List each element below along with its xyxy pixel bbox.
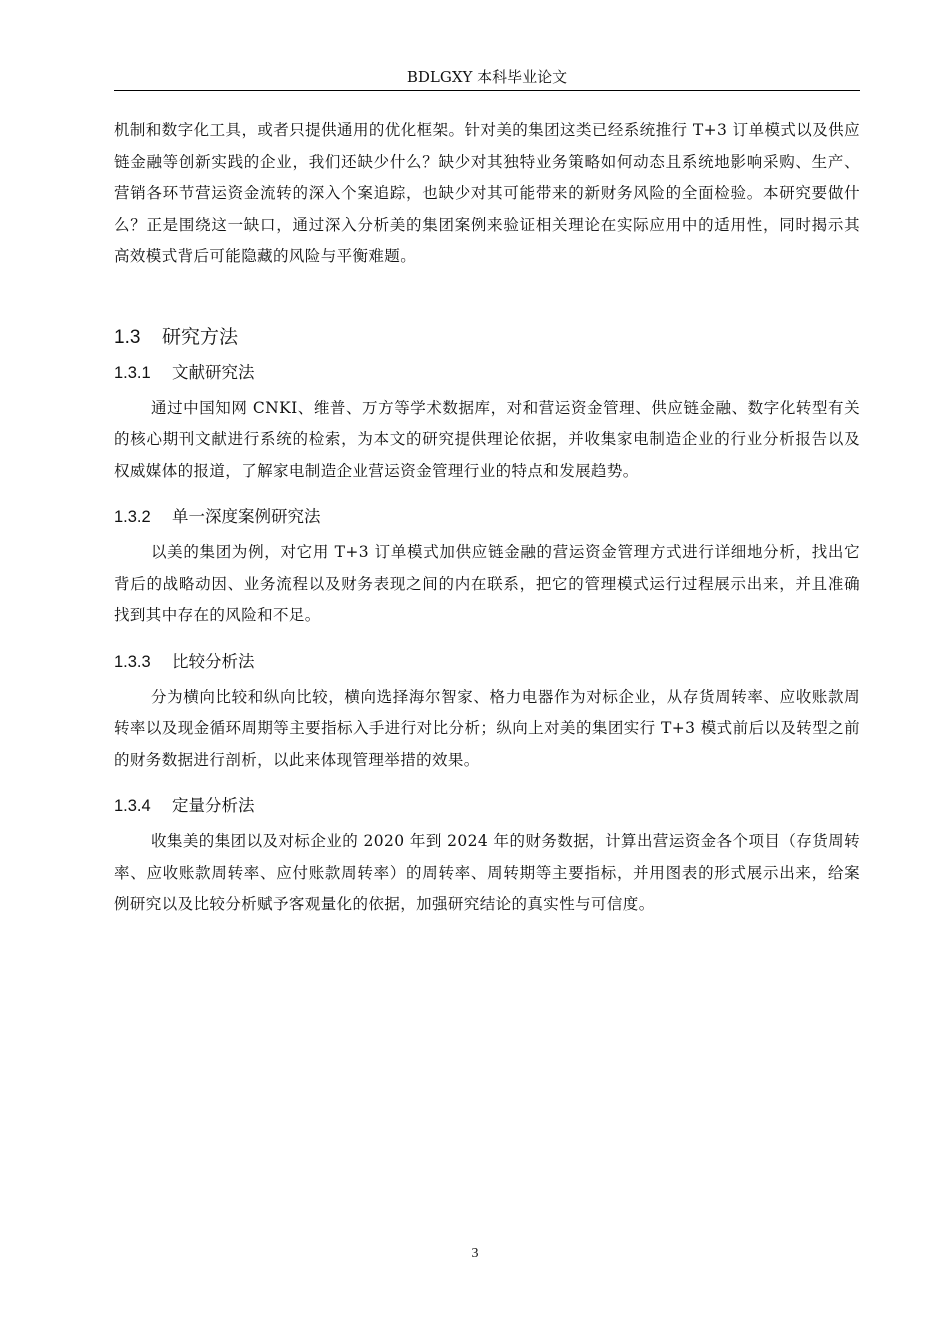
subsection-paragraph: 分为横向比较和纵向比较，横向选择海尔智家、格力电器作为对标企业，从存货周转率、应收账款周转率以及现金循环周期等主要指标入手进行对比分析；纵向上对美的集团实行 T+3 模式前后以及转型之前的财务数据进行剖析，以此来体现管理举措的效果。 <box>114 687 860 769</box>
subsection-heading <box>114 646 860 678</box>
subsection-heading <box>114 790 860 822</box>
subsection-heading <box>114 501 860 533</box>
subsection-1-3-2 <box>114 501 860 632</box>
subsection-1-3-4 <box>114 790 860 921</box>
subsection-title: 单一深度案例研究法 <box>172 507 321 526</box>
page-number: 3 <box>471 1246 479 1261</box>
subsection-number: 1.3.1 <box>114 363 151 382</box>
subsection-paragraph: 通过中国知网 CNKI、维普、万方等学术数据库，对和营运资金管理、供应链金融、数字化转型有关的核心期刊文献进行系统的检索，为本文的研究提供理论依据，并收集家电制造企业的行业分析报告以及权威媒体的报道，了解家电制造企业营运资金管理行业的特点和发展趋势。 <box>114 398 860 480</box>
subsection-title: 文献研究法 <box>172 362 255 382</box>
subsection-paragraph: 以美的集团为例，对它用 T+3 订单模式加供应链金融的营运资金管理方式进行详细地分析，找出它背后的战略动因、业务流程以及财务表现之间的内在联系，把它的管理模式运行过程展示出来，并且准确找到其中存在的风险和不足。 <box>114 543 860 624</box>
subsection-1-3-3 <box>114 646 860 777</box>
subsection-paragraph: 收集美的集团以及对标企业的 2020 年到 2024 年的财务数据，计算出营运资金各个项目（存货周转率、应收账款周转率、应付账款周转率）的周转率、周转期等主要指标，并用图表的形式展示出来，给案例研究以及比较分析赋予客观量化的依据，加强研究结论的真实性与可信度。 <box>114 832 860 913</box>
intro-paragraph: 机制和数字化工具，或者只提供通用的优化框架。针对美的集团这类已经系统推行 T+3 订单模式以及供应链金融等创新实践的企业，我们还缺少什么？缺少对其独特业务策略如何动态且系统地影响采购、生产、营销各环节营运资金流转的深入个案追踪，也缺少对其可能带来的新财务风险的全面检验。本研究要做什么？正是围绕这一缺口，通过深入分析美的集团案例来验证相关理论在实际应用中的适用性，同时揭示其高效模式背后可能隐藏的风险与平衡难题。 <box>114 121 860 265</box>
section-heading <box>114 317 860 357</box>
subsection-heading <box>114 357 860 389</box>
subsection-number: 1.3.4 <box>114 797 151 815</box>
section-number: 1.3 <box>114 326 141 348</box>
subsection-1-3-1 <box>114 357 860 488</box>
subsection-title: 定量分析法 <box>172 796 255 815</box>
subsection-number: 1.3.3 <box>114 652 151 671</box>
page-body <box>114 115 860 921</box>
subsection-number: 1.3.2 <box>114 508 151 526</box>
running-header <box>114 64 860 91</box>
subsection-title: 比较分析法 <box>172 651 255 671</box>
section-title: 研究方法 <box>162 325 239 348</box>
header-title: BDLGXY 本科毕业论文 <box>406 68 568 86</box>
